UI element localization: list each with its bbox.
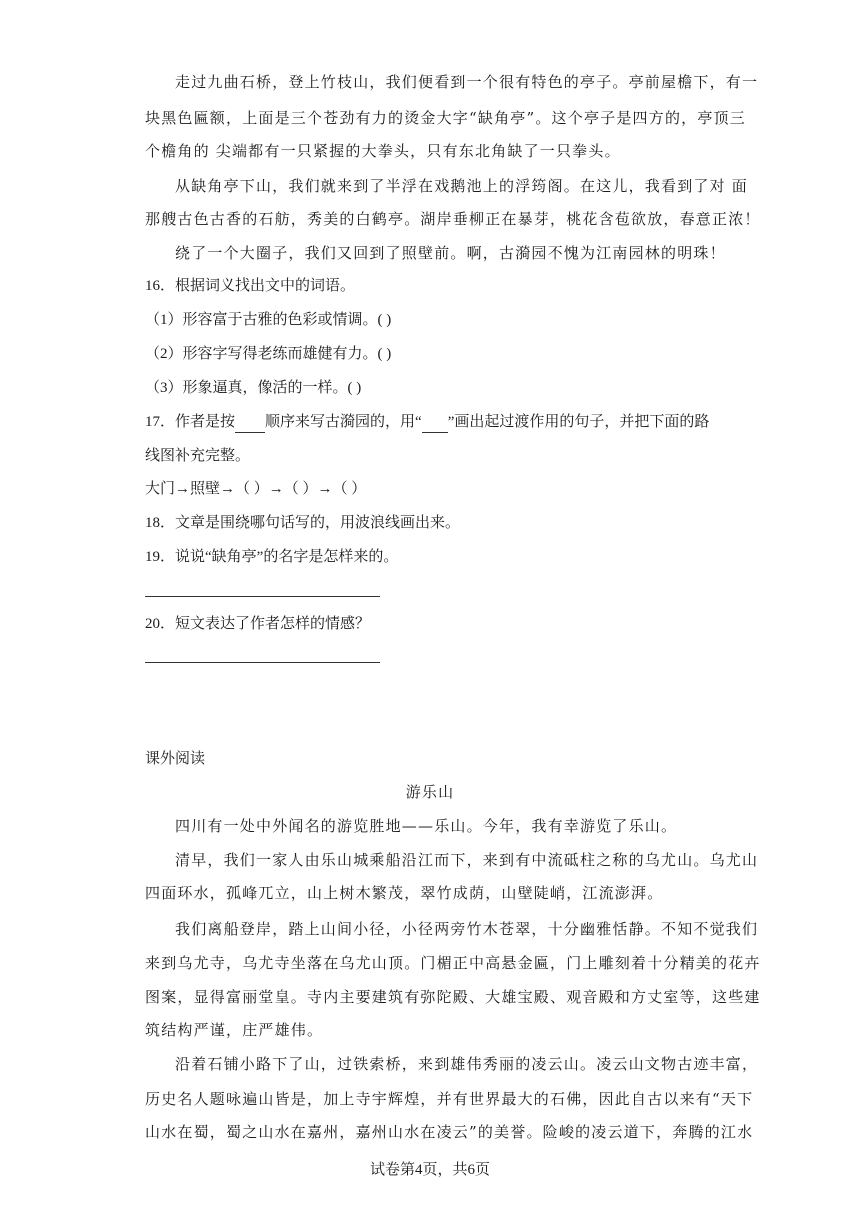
passage-top-line: 走过九曲石桥，登上竹枝山，我们便看到一个很有特色的亭子。亭前屋檐下，有一 <box>175 73 759 91</box>
passage-bottom-line: 来到乌尤寺，乌尤寺坐落在乌尤山顶。门楣正中高悬金匾，门上雕刻着十分精美的花卉 <box>145 954 761 972</box>
passage-top-line: 个檐角的 尖端都有一只紧握的大拳头，只有东北角缺了一只拳头。 <box>145 142 621 160</box>
question-16-2: （2）形容字写得老练而雄健有力。( ) <box>145 346 392 362</box>
question-16-1: （1）形容富于古雅的色彩或情调。( ) <box>145 312 392 328</box>
question-17-part-a: 17．作者是按 <box>145 414 236 430</box>
passage-top-line: 从缺角亭下山，我们就来到了半浮在戏鹅池上的浮筠阁。在这儿，我看到了对 面 <box>175 177 748 195</box>
answer-blank[interactable] <box>235 412 265 433</box>
question-16-3: （3）形象逼真，像活的一样。( ) <box>145 380 362 396</box>
answer-line-19[interactable] <box>145 596 380 597</box>
passage-bottom-line: 清早，我们一家人由乐山城乘船沿江而下，来到有中流砥柱之称的乌尤山。乌尤山 <box>175 851 759 869</box>
question-19: 19．说说“缺角亭”的名字是怎样来的。 <box>145 549 399 565</box>
passage-bottom-line: 山水在蜀，蜀之山水在嘉州，嘉州山水在凌云”的美誉。险峻的凌云道下，奔腾的江水 <box>145 1123 754 1141</box>
route-diagram: 大门→照壁→（ ）→（ ）→（ ） <box>145 481 367 497</box>
question-17-part-b: 顺序来写古漪园的，用“ <box>265 414 422 430</box>
section-title: 课外阅读 <box>145 751 206 767</box>
passage-top-line: 绕了一个大圈子，我们又回到了照壁前。啊，古漪园不愧为江南园林的明珠！ <box>175 244 726 262</box>
question-16: 16．根据词义找出文中的词语。 <box>145 278 356 294</box>
question-17 <box>145 412 725 433</box>
answer-line-20[interactable] <box>145 662 380 663</box>
passage-bottom-line: 我们离船登岸，踏上山间小径，小径两旁竹木苍翠，十分幽雅恬静。不知不觉我们 <box>175 920 759 938</box>
passage-bottom-line: 四面环水，孤峰兀立，山上树木繁茂，翠竹成荫，山壁陡峭，江流澎湃。 <box>145 884 664 902</box>
question-20: 20．短文表达了作者怎样的情感？ <box>145 616 371 632</box>
passage-bottom-line: 历史名人题咏遍山皆是，加上寺宇辉煌，并有世界最大的石佛，因此自古以来有“天下 <box>145 1090 754 1108</box>
passage-top-line: 那艘古色古香的石舫，秀美的白鹤亭。湖岸垂柳正在暴芽，桃花含苞欲放，春意正浓！ <box>145 210 761 228</box>
passage-bottom-line: 沿着石铺小路下了山，过铁索桥，来到雄伟秀丽的凌云山。凌云山文物古迹丰富， <box>175 1055 759 1073</box>
passage-bottom-line: 四川有一处中外闻名的游览胜地——乐山。今年，我有幸游览了乐山。 <box>175 817 678 835</box>
passage-top-line: 块黑色匾额，上面是三个苍劲有力的烫金大字“缺角亭”。这个亭子是四方的，亭顶三 <box>145 109 746 127</box>
article-title: 游乐山 <box>405 783 455 801</box>
page-footer: 试卷第4页，共6页 <box>369 1162 490 1178</box>
passage-bottom-line: 筑结构严谨，庄严雄伟。 <box>145 1021 324 1039</box>
answer-blank[interactable] <box>422 412 448 433</box>
question-17-line2: 线图补充完整。 <box>145 448 251 464</box>
question-18: 18．文章是围绕哪句话写的，用波浪线画出来。 <box>145 515 461 531</box>
question-17-part-c: ”画出起过渡作用的句子，并把下面的路 <box>447 414 710 430</box>
passage-bottom-line: 图案，显得富丽堂皇。寺内主要建筑有弥陀殿、大雄宝殿、观音殿和方丈室等，这些建 <box>145 988 761 1006</box>
